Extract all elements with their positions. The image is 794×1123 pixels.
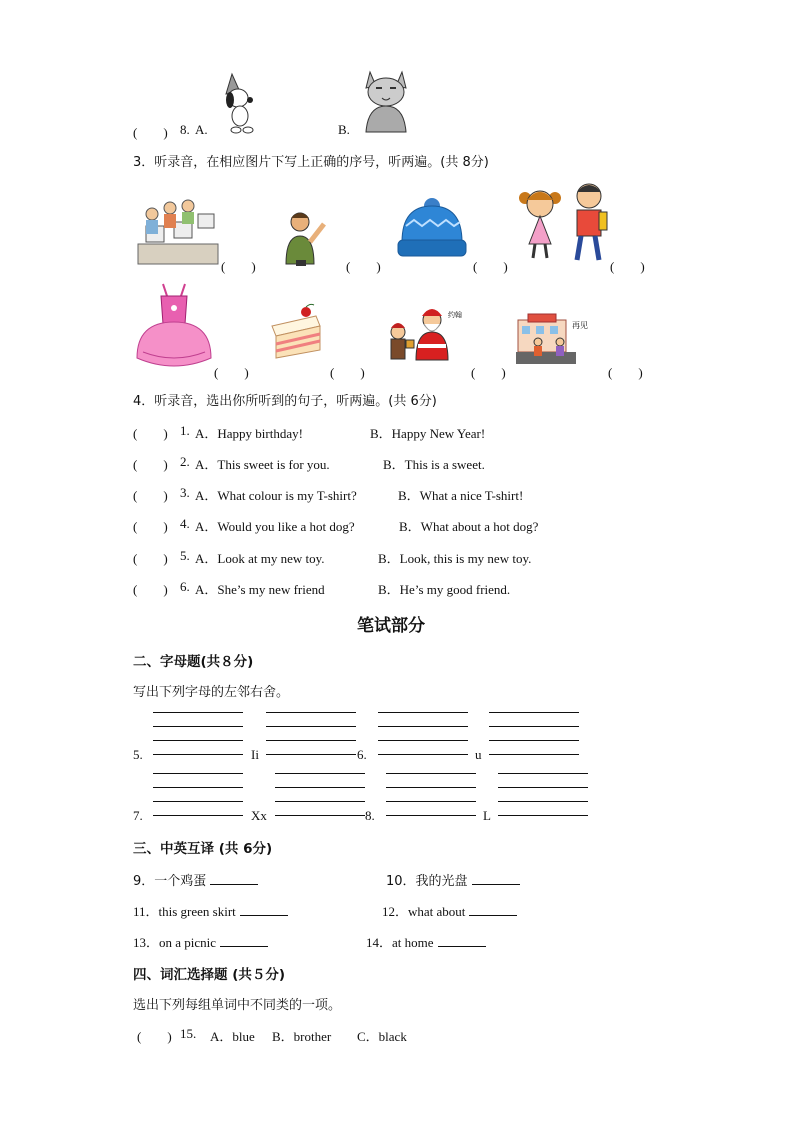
man-pointing-image	[280, 210, 332, 266]
question-number: 15.	[180, 1026, 197, 1041]
option-b: B．brother	[272, 1029, 332, 1044]
translate-item-12: 12．what about	[382, 901, 517, 920]
translate-item-9: 9．一个鸡蛋	[133, 870, 258, 889]
answer-paren-5[interactable]: ( )	[214, 365, 249, 380]
option-a: A．Happy birthday!	[195, 426, 303, 441]
answer-paren-7[interactable]: ( )	[471, 365, 506, 380]
option-a: A．Would you like a hot dog?	[195, 519, 355, 534]
school-sign-label: 再见	[572, 321, 588, 330]
answer-blank[interactable]	[469, 903, 517, 916]
answer-blank[interactable]	[438, 934, 486, 947]
answer-paren-2[interactable]: ( )	[346, 259, 381, 274]
letters-instruction: 写出下列字母的左邻右舍。	[133, 685, 290, 700]
answer-blank[interactable]	[220, 934, 268, 947]
wool-hat-image	[396, 198, 468, 258]
question-number: 1.	[180, 423, 190, 438]
two-kids-image	[519, 182, 611, 264]
answer-paren[interactable]: ( )	[133, 519, 168, 534]
letter-prompt: u	[475, 747, 482, 762]
answer-paren[interactable]: ( )	[133, 488, 168, 503]
translate-section-title: 三、中英互译 (共 6分)	[133, 841, 273, 857]
answer-blank[interactable]	[210, 872, 258, 885]
option-b: B．Look, this is my new toy.	[378, 551, 532, 566]
option-a: A．She’s my new friend	[195, 582, 325, 597]
written-part-title: 笔试部分	[357, 616, 425, 636]
option-a: A．What colour is my T-shirt?	[195, 488, 357, 503]
school-goodbye-image	[516, 310, 582, 364]
answer-paren-1[interactable]: ( )	[221, 259, 256, 274]
letter-question-number: 7.	[133, 808, 143, 823]
section-4-title: 4．听录音，选出你所听到的句子，听两遍。(共 6分)	[133, 394, 437, 409]
option-c: C．black	[357, 1029, 407, 1044]
option-b: B．What a nice T-shirt!	[398, 488, 524, 503]
vocab-section-title: 四、词汇选择题 (共５分)	[133, 967, 286, 983]
question-number: 4.	[180, 516, 190, 531]
letter-question-number: 5.	[133, 747, 143, 762]
letter-prompt: Xx	[251, 808, 267, 823]
option-b: B．Happy New Year!	[370, 426, 486, 441]
question-number: 6.	[180, 579, 190, 594]
vocab-instruction: 选出下列每组单词中不同类的一项。	[133, 998, 342, 1013]
option-b: B．This is a sweet.	[383, 457, 485, 472]
translate-item-11: 11．this green skirt	[133, 901, 288, 920]
answer-paren-6[interactable]: ( )	[330, 365, 365, 380]
answer-blank[interactable]	[472, 872, 520, 885]
option-b-label: B.	[338, 122, 350, 137]
letter-question-number: 6.	[357, 747, 367, 762]
cat-image	[362, 68, 410, 134]
letter-prompt: Ii	[251, 747, 259, 762]
question-number: 2.	[180, 454, 190, 469]
answer-paren-4[interactable]: ( )	[610, 259, 645, 274]
letter-prompt: L	[483, 808, 491, 823]
answer-blank[interactable]	[240, 903, 288, 916]
santa-sign-label: 约翰	[448, 311, 462, 319]
answer-paren[interactable]: ( )	[133, 426, 168, 441]
option-a: A．blue	[210, 1029, 255, 1044]
answer-paren-8[interactable]: ( )	[608, 365, 643, 380]
computer-room-image	[136, 200, 220, 266]
letter-question-number: 8.	[365, 808, 375, 823]
option-b: B．He’s my good friend.	[378, 582, 511, 597]
option-a: A．This sweet is for you.	[195, 457, 330, 472]
section-3-title: 3．听录音，在相应图片下写上正确的序号，听两遍。(共 8分)	[133, 155, 489, 170]
letters-section-title: 二、字母题(共８分)	[133, 654, 254, 670]
answer-paren[interactable]: ( )	[137, 1029, 172, 1044]
question-number: 3.	[180, 485, 190, 500]
question-number: 8.	[180, 122, 190, 137]
option-b: B．What about a hot dog?	[399, 519, 539, 534]
snoopy-image	[218, 72, 266, 136]
answer-paren[interactable]: ( )	[133, 457, 168, 472]
option-a-label: A.	[195, 122, 208, 137]
option-a: A．Look at my new toy.	[195, 551, 325, 566]
answer-paren-3[interactable]: ( )	[473, 259, 508, 274]
answer-paren[interactable]: ( )	[133, 551, 168, 566]
translate-item-14: 14．at home	[366, 932, 486, 951]
translate-item-10: 10．我的光盘	[386, 870, 520, 889]
question-number: 5.	[180, 548, 190, 563]
ballet-dress-image	[133, 282, 215, 370]
answer-paren[interactable]: ( )	[133, 582, 168, 597]
cake-image	[270, 304, 322, 360]
answer-paren[interactable]: ( )	[133, 125, 168, 140]
translate-item-13: 13．on a picnic	[133, 932, 268, 951]
